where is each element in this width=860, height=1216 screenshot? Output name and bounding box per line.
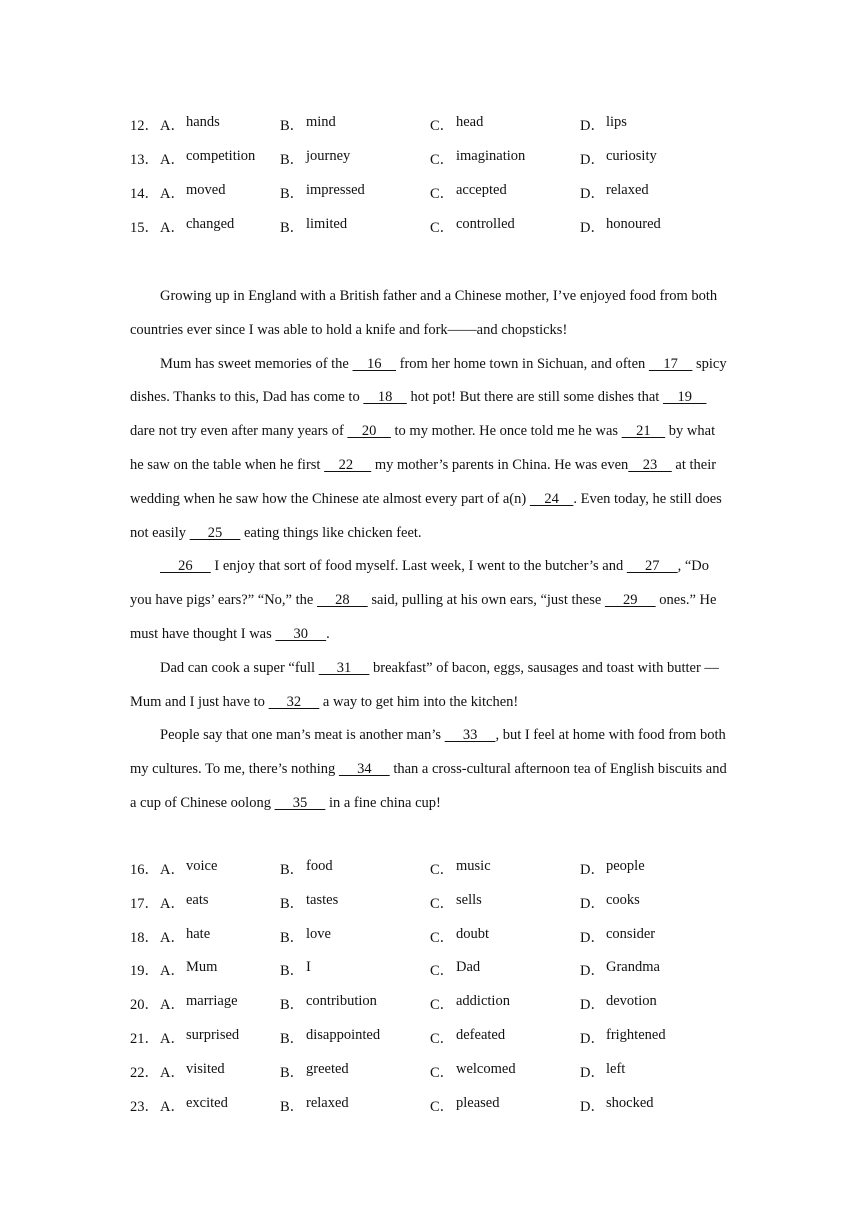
- option-a: surprised: [186, 1027, 240, 1043]
- option-c: head: [456, 114, 484, 130]
- question-18-options: [0, 926, 860, 948]
- question-number: 13．: [130, 152, 159, 168]
- option-b-label: B．: [280, 963, 305, 979]
- question-number: 17．: [130, 896, 159, 912]
- option-b-label: B．: [280, 118, 305, 134]
- blank-28: 28: [316, 592, 368, 609]
- option-d-label: D．: [580, 1099, 605, 1115]
- option-c: doubt: [456, 926, 490, 942]
- passage-text: . Even today, he still does not easily: [130, 490, 722, 541]
- option-a: hate: [186, 926, 211, 942]
- option-a-label: A．: [160, 1065, 185, 1081]
- passage-text: than a cross-cultural afternoon tea of English biscuits and a cup of Chinese oolong: [130, 761, 727, 811]
- option-b: impressed: [306, 182, 365, 198]
- option-c: defeated: [456, 1027, 506, 1043]
- option-a: competition: [186, 148, 256, 164]
- passage-text: at their wedding when he saw how the Chinese ate almost every part of a(n): [130, 456, 717, 507]
- passage-text: Growing up in England with a British father and a Chinese mother, I’ve enjoyed food from both countries ever since I was able to hold a knife and fork——and chopsticks!: [130, 288, 718, 338]
- option-b: mind: [306, 114, 336, 130]
- option-c: accepted: [456, 182, 507, 198]
- option-c: music: [456, 858, 491, 874]
- option-c: controlled: [456, 216, 515, 232]
- option-d: left: [606, 1061, 626, 1077]
- blank-35: 35: [274, 794, 326, 811]
- blank-18: 18: [363, 389, 407, 406]
- option-d: lips: [606, 114, 627, 130]
- option-b: journey: [306, 148, 351, 164]
- option-a: hands: [186, 114, 220, 130]
- option-a: marriage: [186, 993, 238, 1009]
- question-number: 16．: [130, 862, 159, 878]
- passage-text: , “Do you have pigs’ ears?” “No,” the: [130, 558, 710, 609]
- option-c-label: C．: [430, 963, 455, 979]
- question-22-options: [0, 1061, 860, 1083]
- passage-text: People say that one man’s meat is another man’s: [160, 727, 445, 744]
- option-a-label: A．: [160, 930, 185, 946]
- option-a: visited: [186, 1061, 225, 1077]
- option-c-label: C．: [430, 997, 455, 1013]
- passage-text: Mum has sweet memories of the: [160, 355, 353, 372]
- option-a: voice: [186, 858, 218, 874]
- option-c-label: C．: [430, 186, 455, 202]
- option-d: relaxed: [606, 182, 649, 198]
- question-number: 18．: [130, 930, 159, 946]
- passage-text: by what he saw on the table when he first: [130, 423, 716, 473]
- question-number: 15．: [130, 220, 159, 236]
- option-c-label: C．: [430, 930, 455, 946]
- option-b: tastes: [306, 892, 339, 908]
- paragraph-5: [130, 719, 730, 820]
- question-number: 14．: [130, 186, 159, 202]
- option-a-label: A．: [160, 1031, 185, 1047]
- option-d-label: D．: [580, 997, 605, 1013]
- passage-text: breakfast” of bacon, eggs, sausages and toast with butter — Mum and I just have to: [130, 659, 719, 710]
- option-c-label: C．: [430, 118, 455, 134]
- option-c-label: C．: [430, 1031, 455, 1047]
- option-b: love: [306, 926, 331, 942]
- option-b: greeted: [306, 1061, 349, 1077]
- option-b: relaxed: [306, 1095, 349, 1111]
- option-d-label: D．: [580, 1031, 605, 1047]
- option-a: changed: [186, 216, 235, 232]
- option-c-label: C．: [430, 896, 455, 912]
- passage-text: a way to get him into the kitchen!: [319, 693, 519, 710]
- option-c: welcomed: [456, 1061, 516, 1077]
- question-number: 19．: [130, 963, 159, 979]
- blank-26: 26: [160, 558, 211, 575]
- blank-23: 23: [628, 456, 672, 473]
- blank-19: 19: [662, 389, 707, 406]
- passage-text: eating things like chicken feet.: [240, 524, 422, 541]
- paragraph-2: [130, 348, 730, 551]
- question-number: 21．: [130, 1031, 159, 1047]
- option-b-label: B．: [280, 152, 305, 168]
- passage-text: in a fine china cup!: [325, 794, 441, 811]
- option-d: frightened: [606, 1027, 666, 1043]
- passage-text: hot pot! But there are still some dishes that: [406, 389, 663, 406]
- option-d: people: [606, 858, 645, 874]
- passage-text: dare not try even after many years of: [130, 423, 348, 440]
- option-a-label: A．: [160, 896, 185, 912]
- option-c: pleased: [456, 1095, 500, 1111]
- option-c: Dad: [456, 959, 481, 975]
- option-d: devotion: [606, 993, 657, 1009]
- option-b-label: B．: [280, 862, 305, 878]
- option-c-label: C．: [430, 1099, 455, 1115]
- option-d: honoured: [606, 216, 661, 232]
- passage-text: .: [326, 625, 330, 642]
- question-17-options: [0, 892, 860, 914]
- option-d: curiosity: [606, 148, 657, 164]
- option-a-label: A．: [160, 963, 185, 979]
- question-number: 12．: [130, 118, 159, 134]
- question-12-options: [0, 114, 860, 136]
- option-a-label: A．: [160, 152, 185, 168]
- blank-20: 20: [347, 423, 391, 440]
- passage-text: to my mother. He once told me he was: [390, 423, 622, 440]
- option-c: sells: [456, 892, 482, 908]
- option-d-label: D．: [580, 220, 605, 236]
- question-20-options: [0, 993, 860, 1015]
- option-c: imagination: [456, 148, 526, 164]
- question-16-options: [0, 858, 860, 880]
- blank-32: 32: [268, 693, 320, 710]
- paragraph-4: [130, 652, 730, 720]
- option-d: cooks: [606, 892, 640, 908]
- passage-text: Dad can cook a super “full: [160, 659, 319, 676]
- option-b: contribution: [306, 993, 377, 1009]
- option-b-label: B．: [280, 1065, 305, 1081]
- passage-text: I enjoy that sort of food myself. Last week, I went to the butcher’s and: [210, 558, 627, 575]
- option-c-label: C．: [430, 1065, 455, 1081]
- blank-22: 22: [324, 456, 372, 473]
- option-b: I: [306, 959, 311, 975]
- blank-27: 27: [626, 558, 678, 575]
- option-d-label: D．: [580, 118, 605, 134]
- paragraph-1: [130, 280, 730, 348]
- option-b-label: B．: [280, 1031, 305, 1047]
- question-23-options: [0, 1095, 860, 1117]
- option-d-label: D．: [580, 862, 605, 878]
- blank-21: 21: [621, 423, 666, 440]
- blank-31: 31: [318, 659, 370, 676]
- option-c: addiction: [456, 993, 510, 1009]
- blank-16: 16: [352, 355, 396, 372]
- passage-text: ones.” He must have thought I was: [130, 592, 717, 642]
- passage-text: from her home town in Sichuan, and often: [396, 355, 649, 372]
- option-a: eats: [186, 892, 209, 908]
- option-a-label: A．: [160, 186, 185, 202]
- option-a: moved: [186, 182, 226, 198]
- option-b-label: B．: [280, 997, 305, 1013]
- question-number: 20．: [130, 997, 159, 1013]
- option-b-label: B．: [280, 186, 305, 202]
- option-a-label: A．: [160, 118, 185, 134]
- blank-17: 17: [648, 355, 693, 372]
- option-a-label: A．: [160, 1099, 185, 1115]
- option-d: Grandma: [606, 959, 660, 975]
- option-d-label: D．: [580, 963, 605, 979]
- question-number: 23．: [130, 1099, 159, 1115]
- option-d-label: D．: [580, 152, 605, 168]
- option-b-label: B．: [280, 220, 305, 236]
- option-d: shocked: [606, 1095, 654, 1111]
- option-b: disappointed: [306, 1027, 381, 1043]
- option-d-label: D．: [580, 930, 605, 946]
- option-a-label: A．: [160, 997, 185, 1013]
- option-a-label: A．: [160, 220, 185, 236]
- paragraph-3: [130, 550, 730, 651]
- blank-25: 25: [189, 524, 241, 541]
- option-b-label: B．: [280, 896, 305, 912]
- option-d-label: D．: [580, 1065, 605, 1081]
- option-a-label: A．: [160, 862, 185, 878]
- question-14-options: [0, 182, 860, 204]
- option-d-label: D．: [580, 186, 605, 202]
- option-d: consider: [606, 926, 656, 942]
- option-c-label: C．: [430, 152, 455, 168]
- passage-text: , but I feel at home with food from both my cultures. To me, there’s nothing: [130, 727, 726, 778]
- blank-34: 34: [338, 761, 390, 778]
- question-21-options: [0, 1027, 860, 1049]
- question-15-options: [0, 216, 860, 238]
- passage-text: said, pulling at his own ears, “just these: [367, 592, 605, 609]
- option-b: food: [306, 858, 333, 874]
- question-19-options: [0, 959, 860, 981]
- option-b-label: B．: [280, 1099, 305, 1115]
- option-a: excited: [186, 1095, 228, 1111]
- blank-30: 30: [275, 625, 327, 642]
- option-d-label: D．: [580, 896, 605, 912]
- question-number: 22．: [130, 1065, 159, 1081]
- option-c-label: C．: [430, 220, 455, 236]
- option-b: limited: [306, 216, 348, 232]
- question-13-options: [0, 148, 860, 170]
- option-b-label: B．: [280, 930, 305, 946]
- blank-33: 33: [444, 727, 496, 744]
- option-a: Mum: [186, 959, 218, 975]
- blank-24: 24: [529, 490, 574, 507]
- option-c-label: C．: [430, 862, 455, 878]
- passage-text: my mother’s parents in China. He was even: [371, 456, 629, 473]
- blank-29: 29: [604, 592, 656, 609]
- passage-text: spicy dishes. Thanks to this, Dad has come to: [130, 355, 727, 406]
- cloze-passage: [130, 280, 730, 821]
